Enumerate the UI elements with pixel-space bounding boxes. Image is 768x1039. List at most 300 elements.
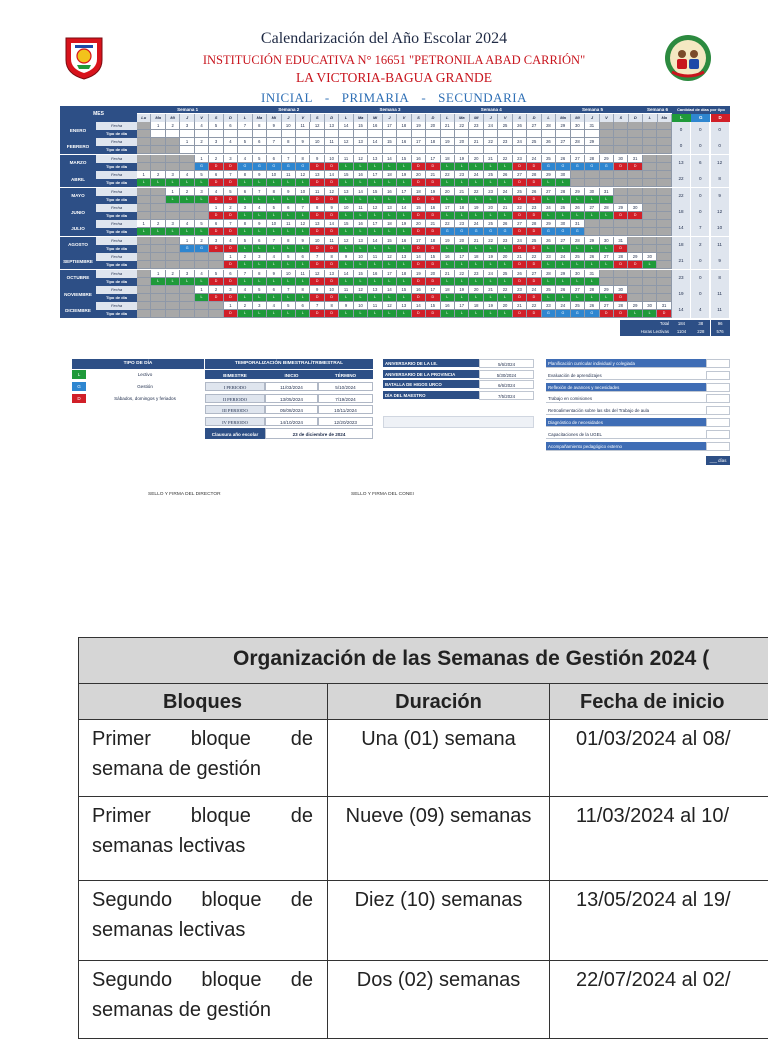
type-cell: D [628, 212, 642, 220]
type-cell: G [195, 245, 209, 253]
fecha-label: Fecha [96, 286, 137, 294]
type-cell: L [585, 245, 599, 253]
type-cell: G [556, 310, 570, 318]
date-cell [657, 171, 671, 179]
type-cell: D [412, 196, 426, 204]
type-cell: L [484, 196, 498, 204]
type-cell: D [412, 212, 426, 220]
type-cell [657, 196, 671, 204]
date-cell: 17 [383, 270, 397, 278]
date-cell: 23 [527, 204, 541, 212]
week-header: Semana 4 [441, 106, 542, 113]
period-name: IV PERIODO [205, 417, 265, 426]
activity-days-field[interactable] [706, 406, 730, 415]
type-cell [383, 146, 397, 154]
activity-days-field[interactable] [706, 371, 730, 380]
date-cell [151, 204, 165, 212]
type-cell: L [238, 261, 252, 269]
legend-title: TIPO DE DÍA [72, 359, 204, 369]
type-cells [137, 146, 672, 154]
date-cell [151, 138, 165, 146]
date-cell: 29 [614, 204, 628, 212]
type-cell: D [614, 261, 628, 269]
date-cell: 18 [455, 204, 469, 212]
date-cell: 22 [498, 286, 512, 294]
type-cell: D [224, 212, 238, 220]
type-cell [657, 228, 671, 236]
date-cell: 9 [325, 204, 339, 212]
date-cell: 10 [282, 122, 296, 130]
type-cell [209, 146, 223, 154]
date-cell: 2 [209, 155, 223, 163]
type-cell: L [484, 261, 498, 269]
date-cell: 26 [542, 138, 556, 146]
date-cell [657, 155, 671, 163]
type-cell: D [412, 261, 426, 269]
date-cell [166, 237, 180, 245]
date-cell: 25 [571, 302, 585, 310]
date-cell: 25 [498, 122, 512, 130]
date-cell: 24 [469, 220, 483, 228]
date-cell: 16 [397, 237, 411, 245]
date-cell: 30 [585, 188, 599, 196]
date-cell [600, 220, 614, 228]
tipo-label: Tipo de día [96, 179, 137, 187]
date-cell: 11 [282, 220, 296, 228]
type-cell [426, 130, 440, 138]
date-cell: 28 [571, 237, 585, 245]
date-cell: 24 [527, 286, 541, 294]
type-cell: L [267, 294, 281, 302]
type-cell: L [397, 179, 411, 187]
type-cell [166, 310, 180, 318]
date-cell: 2 [166, 270, 180, 278]
date-cell: 11 [296, 270, 310, 278]
date-cell: 19 [455, 286, 469, 294]
type-cell: G [296, 163, 310, 171]
date-cell: 17 [368, 220, 382, 228]
type-cell [571, 130, 585, 138]
type-cell [628, 146, 642, 154]
activity-days-field[interactable] [706, 394, 730, 403]
type-cell: L [354, 278, 368, 286]
type-cell: D [527, 310, 541, 318]
activity-days-field[interactable] [706, 442, 730, 451]
date-cell: 2 [166, 122, 180, 130]
type-cell [151, 294, 165, 302]
date-cell: 6 [209, 171, 223, 179]
type-cell: L [397, 261, 411, 269]
day-name-header: J [585, 114, 599, 122]
fecha-label: Fecha [96, 270, 137, 278]
type-cell: D [412, 245, 426, 253]
date-cell: 8 [310, 204, 324, 212]
type-cell: D [513, 278, 527, 286]
type-cell: D [310, 196, 324, 204]
type-cell: G [542, 310, 556, 318]
date-cell: 8 [296, 155, 310, 163]
type-cell: D [224, 278, 238, 286]
type-cell [151, 310, 165, 318]
date-cell: 12 [368, 204, 382, 212]
activity-days-field[interactable] [706, 418, 730, 427]
type-cell: D [527, 212, 541, 220]
date-cell: 27 [513, 220, 527, 228]
type-cell: D [426, 163, 440, 171]
type-cell: L [354, 196, 368, 204]
type-cell [542, 146, 556, 154]
level-separator: - [421, 90, 427, 105]
date-cell: 7 [224, 171, 238, 179]
count-subheader: D [711, 114, 730, 122]
anniversary-label: BATALLA DE HIGOS URCO [383, 380, 479, 389]
type-cell [542, 130, 556, 138]
type-cell: L [397, 163, 411, 171]
date-cell: 25 [527, 138, 541, 146]
type-cell [643, 228, 657, 236]
date-cell: 22 [455, 270, 469, 278]
date-cell: 31 [585, 270, 599, 278]
date-cell: 14 [339, 270, 353, 278]
type-cell: L [542, 278, 556, 286]
type-cell [166, 261, 180, 269]
day-name-header: Ma [151, 114, 165, 122]
tipo-label: Tipo de día [96, 294, 137, 302]
date-cell: 1 [151, 270, 165, 278]
date-cell: 21 [498, 204, 512, 212]
type-cell: L [571, 294, 585, 302]
type-cell: L [137, 179, 151, 187]
date-cell [643, 270, 657, 278]
date-cell [600, 171, 614, 179]
type-cells [137, 294, 672, 302]
type-cell: L [585, 261, 599, 269]
date-cell: 10 [354, 253, 368, 261]
type-cell [151, 196, 165, 204]
day-name-header: V [600, 114, 614, 122]
type-cell [209, 261, 223, 269]
type-cell [310, 130, 324, 138]
school-calendar-grid [60, 106, 730, 342]
date-cell [657, 270, 671, 278]
date-cell: 21 [455, 188, 469, 196]
date-cell [151, 286, 165, 294]
day-name-header: L [339, 114, 353, 122]
type-cell: L [600, 245, 614, 253]
date-cell [614, 138, 628, 146]
date-cell: 10 [296, 188, 310, 196]
month-name: JUNIO [60, 204, 96, 220]
type-cell: G [585, 163, 599, 171]
date-cell: 1 [224, 253, 238, 261]
date-cell: 13 [339, 188, 353, 196]
type-cell [325, 146, 339, 154]
date-cell: 11 [368, 302, 382, 310]
type-cell: L [282, 278, 296, 286]
type-cell: D [527, 196, 541, 204]
type-cell: D [513, 163, 527, 171]
date-cell [643, 286, 657, 294]
totals-label: Total [620, 320, 672, 328]
type-cell [137, 294, 151, 302]
date-cell: 26 [513, 122, 527, 130]
type-cell [238, 130, 252, 138]
level-secundaria: SECUNDARIA [438, 90, 527, 105]
legend-item [72, 382, 204, 391]
type-cell: L [484, 278, 498, 286]
type-cell [137, 245, 151, 253]
date-cell: 13 [354, 138, 368, 146]
type-cell [657, 163, 671, 171]
type-cell: L [296, 212, 310, 220]
type-cell: G [469, 228, 483, 236]
date-cell: 7 [282, 155, 296, 163]
type-cell: L [368, 245, 382, 253]
day-count-cell: 9 [711, 188, 730, 204]
date-cell [600, 270, 614, 278]
date-cell: 10 [267, 220, 281, 228]
date-cell [643, 122, 657, 130]
date-cell: 2 [195, 138, 209, 146]
date-cell: 21 [484, 286, 498, 294]
type-cell [195, 261, 209, 269]
type-cell: L [383, 294, 397, 302]
date-cell: 27 [556, 138, 570, 146]
type-cell [282, 130, 296, 138]
date-cell: 5 [253, 155, 267, 163]
type-cell: L [368, 294, 382, 302]
type-cell: L [195, 278, 209, 286]
date-cells [137, 237, 672, 245]
block-dates: 22/07/2024 al 02/ [550, 961, 768, 1039]
date-cell: 16 [412, 155, 426, 163]
day-name-header: S [311, 114, 325, 122]
legend-label: Lectivo [137, 372, 153, 377]
date-cell: 10 [325, 286, 339, 294]
date-cell: 11 [310, 188, 324, 196]
date-cell: 19 [397, 220, 411, 228]
type-cell: D [325, 278, 339, 286]
type-cell: L [441, 278, 455, 286]
type-cell: G [571, 310, 585, 318]
type-cell: D [426, 228, 440, 236]
activity-days-field[interactable] [706, 359, 730, 368]
type-cell [469, 146, 483, 154]
type-cell: D [426, 278, 440, 286]
activity-item: Acompañamiento pedagógico externo [546, 442, 706, 451]
type-cell: G [267, 163, 281, 171]
fecha-label: Fecha [96, 171, 137, 179]
date-cell: 27 [571, 286, 585, 294]
date-cell: 5 [209, 270, 223, 278]
type-cell [137, 278, 151, 286]
director-signature-label: SELLO Y FIRMA DEL DIRECTOR [148, 492, 221, 497]
type-cell: L [455, 294, 469, 302]
date-cell [614, 270, 628, 278]
type-cell: L [354, 245, 368, 253]
month-name: AGOSTO [60, 237, 96, 253]
date-cell: 20 [412, 171, 426, 179]
date-cell: 24 [527, 155, 541, 163]
type-cell: L [383, 212, 397, 220]
header-fecha-inicio: Fecha de inicio [580, 691, 725, 713]
type-cell [267, 130, 281, 138]
type-cell [209, 310, 223, 318]
type-cell: D [426, 196, 440, 204]
date-cell: 28 [542, 122, 556, 130]
tipo-label: Tipo de día [96, 130, 137, 138]
type-cell: D [412, 294, 426, 302]
anniversary-label: ANIVERSARIO DE LA PROVINCIA [383, 370, 479, 379]
type-cell: L [542, 261, 556, 269]
date-cell: 7 [224, 220, 238, 228]
date-cell: 12 [296, 171, 310, 179]
type-cell: L [339, 261, 353, 269]
date-cell: 25 [571, 253, 585, 261]
date-cell: 20 [426, 122, 440, 130]
month-name: FEBRERO [60, 138, 96, 154]
date-cell: 29 [628, 253, 642, 261]
date-cell [657, 286, 671, 294]
type-cell: L [441, 294, 455, 302]
type-cell: D [513, 261, 527, 269]
activity-item: Capacitaciones de la UGEL [546, 430, 706, 439]
type-cell: D [224, 228, 238, 236]
type-cell: D [426, 261, 440, 269]
activity-days-field[interactable] [706, 383, 730, 392]
type-cell [513, 130, 527, 138]
date-cell: 24 [542, 204, 556, 212]
date-cell: 22 [484, 138, 498, 146]
day-count-cell: 0 [691, 171, 710, 187]
date-cell: 6 [282, 204, 296, 212]
date-cell [209, 302, 223, 310]
type-cell: D [209, 245, 223, 253]
date-cell: 10 [267, 171, 281, 179]
type-cell: D [224, 245, 238, 253]
type-cell: L [542, 294, 556, 302]
date-cell: 24 [498, 188, 512, 196]
date-cell [628, 237, 642, 245]
type-cell [484, 130, 498, 138]
date-cell: 12 [339, 237, 353, 245]
type-cell [151, 163, 165, 171]
table-title-text: Organización de las Semanas de Gestión 2024 ( [233, 647, 710, 670]
date-cell [137, 155, 151, 163]
type-cell: L [469, 294, 483, 302]
date-cell: 16 [368, 122, 382, 130]
type-cell: L [267, 278, 281, 286]
period-date: 12/20/2023 [318, 417, 373, 426]
type-cell [527, 130, 541, 138]
date-cell: 16 [354, 220, 368, 228]
week-header: Semana 2 [238, 106, 339, 113]
day-name-header: Lu [137, 114, 151, 122]
date-cell: 22 [527, 302, 541, 310]
type-cell: L [339, 245, 353, 253]
type-cell: L [498, 196, 512, 204]
type-cell: L [571, 212, 585, 220]
activity-days-field[interactable] [706, 430, 730, 439]
date-cell: 22 [527, 253, 541, 261]
date-cell: 18 [469, 302, 483, 310]
month-row [60, 270, 730, 286]
date-cell: 9 [253, 171, 267, 179]
date-cell: 1 [180, 138, 194, 146]
type-cell: D [614, 163, 628, 171]
type-cell: L [556, 212, 570, 220]
date-cell [643, 138, 657, 146]
type-cell [383, 130, 397, 138]
type-cell: G [542, 163, 556, 171]
date-cell: 6 [267, 155, 281, 163]
type-cell: D [513, 294, 527, 302]
activity-item: Evaluación de aprendizajes [546, 371, 706, 380]
date-cell [180, 155, 194, 163]
type-cell [310, 146, 324, 154]
day-count-cell: 18 [672, 204, 691, 220]
type-cell [253, 146, 267, 154]
day-count-cell: 8 [711, 171, 730, 187]
type-cell: L [354, 310, 368, 318]
type-cell: D [412, 310, 426, 318]
hours-value: 228 [691, 328, 710, 336]
type-cell: D [310, 179, 324, 187]
type-cell [657, 146, 671, 154]
date-cell: 29 [585, 237, 599, 245]
date-cell: 19 [426, 188, 440, 196]
date-cell [614, 188, 628, 196]
type-cell: L [296, 228, 310, 236]
date-cell: 10 [354, 302, 368, 310]
date-cell: 4 [238, 155, 252, 163]
activity-item: Retroalimentación sobre las sbs del Trabajo de aula [546, 406, 706, 415]
day-name-header: Ma [658, 114, 672, 122]
date-cell: 7 [267, 237, 281, 245]
date-cell: 28 [600, 204, 614, 212]
type-cell [137, 212, 151, 220]
date-cell: 7 [238, 122, 252, 130]
type-cell: L [368, 196, 382, 204]
type-cell [209, 130, 223, 138]
type-cell: D [325, 163, 339, 171]
block-dates: 13/05/2024 al 19/ [550, 881, 768, 961]
legend-label: Sábados, domingos y feriados [114, 396, 176, 401]
type-cell: L [585, 294, 599, 302]
date-cell: 14 [383, 155, 397, 163]
activity-item: Planificación curricular individual y colegiada [546, 359, 706, 368]
type-cell: D [224, 294, 238, 302]
date-cell: 25 [542, 155, 556, 163]
month-name: MARZO [60, 155, 96, 171]
date-cell [137, 237, 151, 245]
type-cell [412, 146, 426, 154]
date-cell: 6 [296, 253, 310, 261]
type-cell [339, 130, 353, 138]
type-cell: L [253, 196, 267, 204]
month-name: JULIO [60, 220, 96, 236]
date-cell: 21 [426, 220, 440, 228]
date-cell: 28 [614, 253, 628, 261]
type-cell [585, 130, 599, 138]
date-cell: 20 [441, 188, 455, 196]
date-cell: 19 [455, 155, 469, 163]
type-cell: L [368, 228, 382, 236]
type-cell: L [469, 196, 483, 204]
date-cell: 3 [224, 155, 238, 163]
date-cell: 8 [282, 237, 296, 245]
type-cell: L [151, 179, 165, 187]
